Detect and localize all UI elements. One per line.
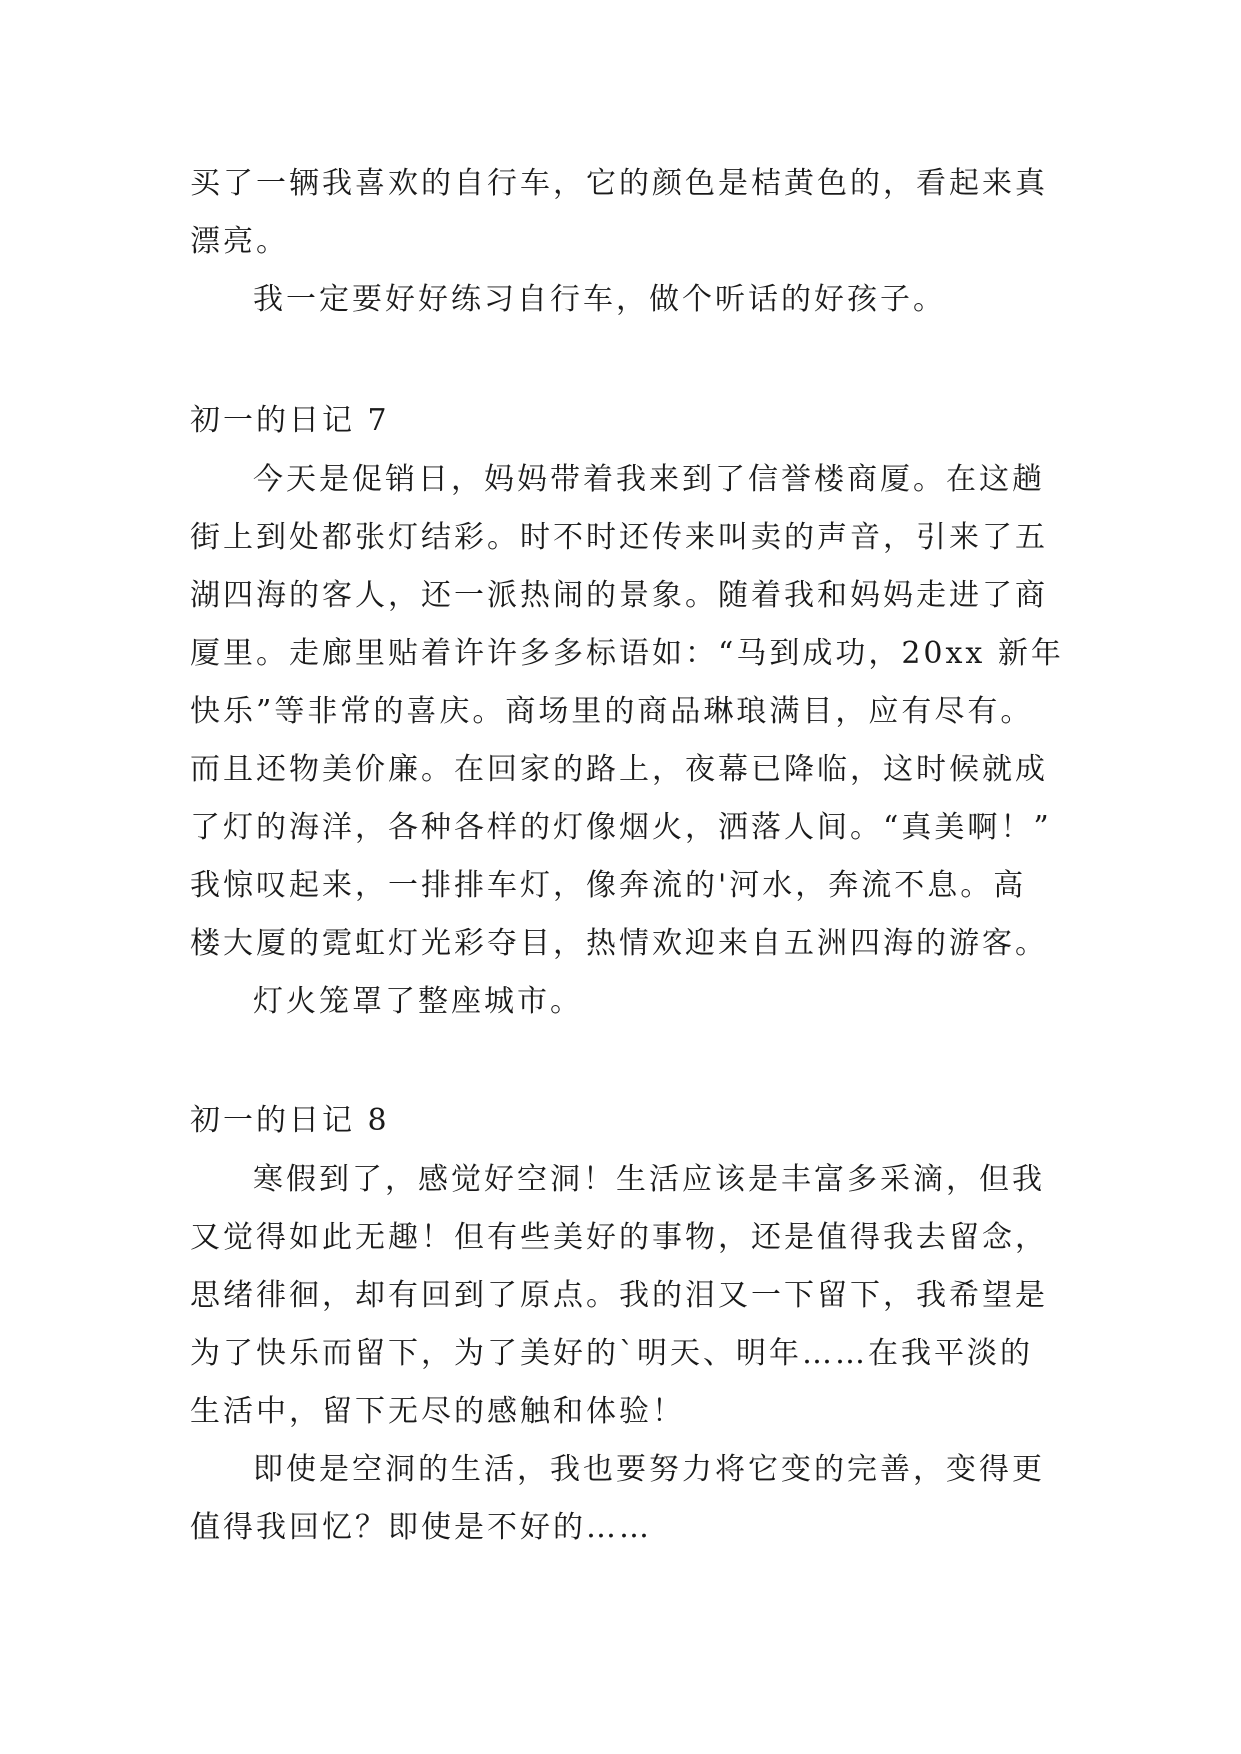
diary-7-line-4: 厦里。走廊里贴着许许多多标语如：“马到成功，20xx 新年 <box>190 636 1064 671</box>
intro-line-2: 漂亮。 <box>190 224 289 259</box>
diary-8-line-7: 值得我回忆？即使是不好的…… <box>190 1510 652 1545</box>
diary-7-title: 初一的日记 7 <box>190 403 390 438</box>
diary-8-line-4: 为了快乐而留下，为了美好的`明天、明年……在我平淡的 <box>190 1336 1033 1371</box>
diary-7-line-9: 楼大厦的霓虹灯光彩夺目，热情欢迎来自五洲四海的游客。 <box>190 926 1048 961</box>
diary-7-line-6: 而且还物美价廉。在回家的路上，夜幕已降临，这时候就成 <box>190 752 1048 787</box>
diary-7-line-7: 了灯的海洋，各种各样的灯像烟火，洒落人间。“真美啊！” <box>190 810 1052 845</box>
intro-line-3: 我一定要好好练习自行车，做个听话的好孩子。 <box>253 282 946 317</box>
diary-7-line-2: 街上到处都张灯结彩。时不时还传来叫卖的声音，引来了五 <box>190 520 1048 555</box>
diary-7-line-3: 湖四海的客人，还一派热闹的景象。随着我和妈妈走进了商 <box>190 578 1048 613</box>
diary-7-line-5: 快乐”等非常的喜庆。商场里的商品琳琅满目，应有尽有。 <box>190 694 1034 729</box>
diary-7-line-10: 灯火笼罩了整座城市。 <box>253 984 583 1019</box>
diary-7-line-1: 今天是促销日，妈妈带着我来到了信誉楼商厦。在这趟 <box>253 462 1045 497</box>
diary-8-line-6: 即使是空洞的生活，我也要努力将它变的完善，变得更 <box>253 1452 1045 1487</box>
diary-8-line-2: 又觉得如此无趣！但有些美好的事物，还是值得我去留念， <box>190 1220 1048 1255</box>
intro-line-1: 买了一辆我喜欢的自行车，它的颜色是桔黄色的，看起来真 <box>190 166 1048 201</box>
diary-8-line-5: 生活中，留下无尽的感触和体验！ <box>190 1394 685 1429</box>
diary-8-line-3: 思绪徘徊，却有回到了原点。我的泪又一下留下，我希望是 <box>190 1278 1048 1313</box>
diary-8-line-1: 寒假到了，感觉好空洞！生活应该是丰富多采滴，但我 <box>253 1162 1045 1197</box>
diary-8-title: 初一的日记 8 <box>190 1103 390 1138</box>
diary-7-line-8: 我惊叹起来，一排排车灯，像奔流的'河水，奔流不息。高 <box>190 868 1027 903</box>
